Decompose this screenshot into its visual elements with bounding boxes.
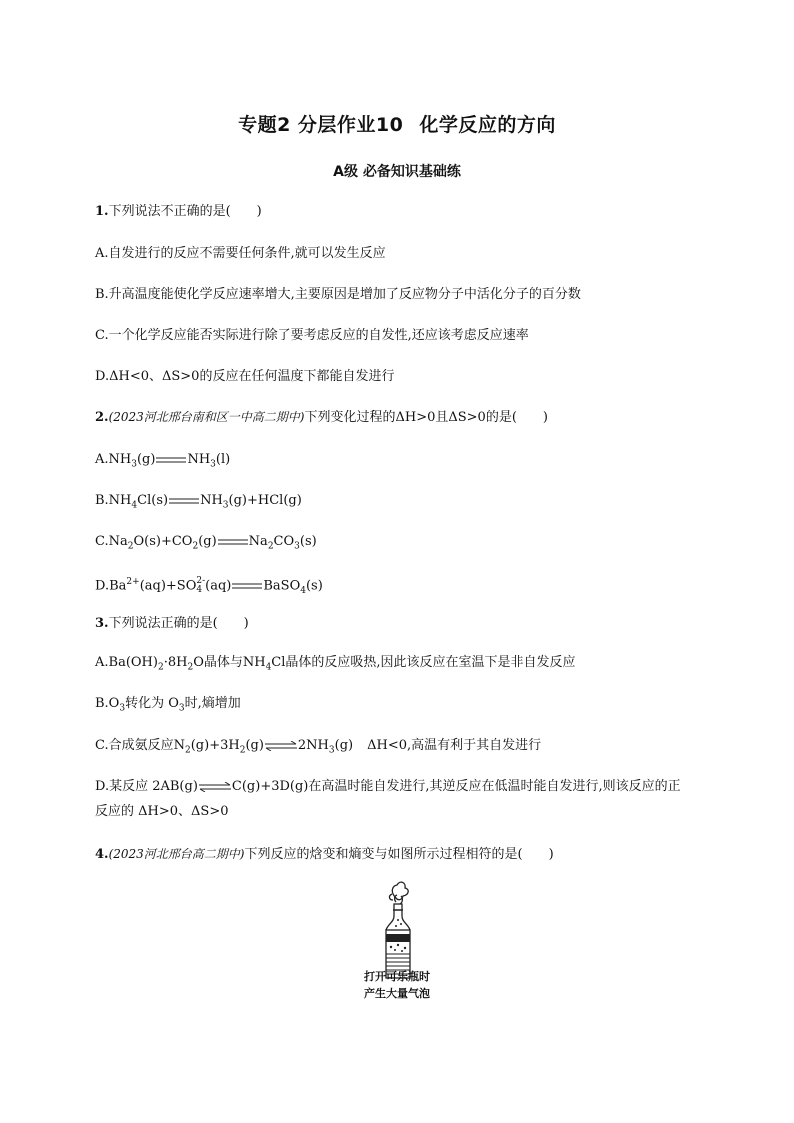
sulfate-ion-charge: 2- 4 (196, 575, 206, 595)
q1-number: 1. (95, 204, 109, 219)
q1-option-b: B.升高温度能使化学反应速率增大,主要原因是增加了反应物分子中活化分子的百分数 (95, 287, 581, 302)
q3-option-d: D.某反应 2AB(g) C(g)+3D(g)在高温时能自发进行,其逆反应在低温时能自发进行,则该反应的正 (95, 779, 681, 794)
equals-sign-icon (232, 582, 262, 590)
equals-sign-icon (156, 456, 186, 464)
q4-source: (2023河北邢台高二期中) (108, 847, 245, 861)
page-title (0, 110, 794, 137)
q4-number: 4. (95, 847, 109, 862)
section-heading: A级 必备知识基础练 (333, 164, 461, 180)
title-part-b: 化学反应的方向 (419, 114, 556, 136)
q1-stem: 1.下列说法不正确的是( ) (95, 204, 262, 219)
q1-option-d: D.ΔH<0、ΔS>0的反应在任何温度下都能自发进行 (95, 369, 395, 384)
q2-option-b: $B.NH_4Cl(s)$ $NH_3(g)+HCl(g)$ (95, 493, 302, 511)
q2-option-c: $C.Na_2O(s)+CO_2(g)$ $Na_2CO_3(s)$ (95, 534, 317, 552)
reversible-arrow-icon (199, 782, 231, 792)
q2-source: (2023河北邢台南和区一中高二期中) (108, 410, 305, 424)
equals-sign-icon (218, 538, 248, 546)
q2-stem: 2.(2023河北邢台南和区一中高二期中)下列变化过程的ΔH>0且ΔS>0的是( ) (95, 410, 548, 425)
q2-option-a: $A.NH_3(g)$ $NH_3(l)$ (95, 452, 231, 470)
q3-stem: 3.下列说法正确的是( ) (95, 616, 249, 631)
figure-caption-line-2: 产生大量气泡 (364, 987, 430, 1000)
q3-option-a: $A.Ba(OH)_2\cdot 8H_2O$晶体与$NH_4Cl$晶体的反应吸热,因此该反应在室温下是非自发反应 (95, 655, 576, 673)
q3-number: 3. (95, 616, 109, 631)
q3-option-c: C.合成氨反应$N_2(g)+3H_2(g)$ $2NH_3(g)$ ΔH<0,高温有利于其自发进行 (95, 738, 542, 756)
q3-option-d-continued: 反应的 ΔH>0、ΔS>0 (95, 804, 229, 819)
q3-option-b: $B.O_3$转化为 $O_3$时,熵增加 (95, 696, 241, 714)
figure-caption-line-1: 打开可乐瓶时 (364, 970, 430, 983)
q1-option-c: C.一个化学反应能否实际进行除了要考虑反应的自发性,还应该考虑反应速率 (95, 328, 529, 343)
equals-sign-icon (169, 497, 199, 505)
q2-number: 2. (95, 410, 109, 425)
q1-option-a: A.自发进行的反应不需要任何条件,就可以发生反应 (95, 246, 386, 261)
reversible-arrow-icon (265, 741, 297, 751)
title-part-a: 专题2 分层作业10 (238, 114, 404, 136)
q2-option-d: $D.Ba^{2+}(aq)+SO2-$ 4 (aq) BaSO$_4$(s) (95, 575, 323, 596)
q4-stem: 4.(2023河北邢台高二期中)下列反应的焓变和熵变与如图所示过程相符的是( ) (95, 847, 554, 862)
